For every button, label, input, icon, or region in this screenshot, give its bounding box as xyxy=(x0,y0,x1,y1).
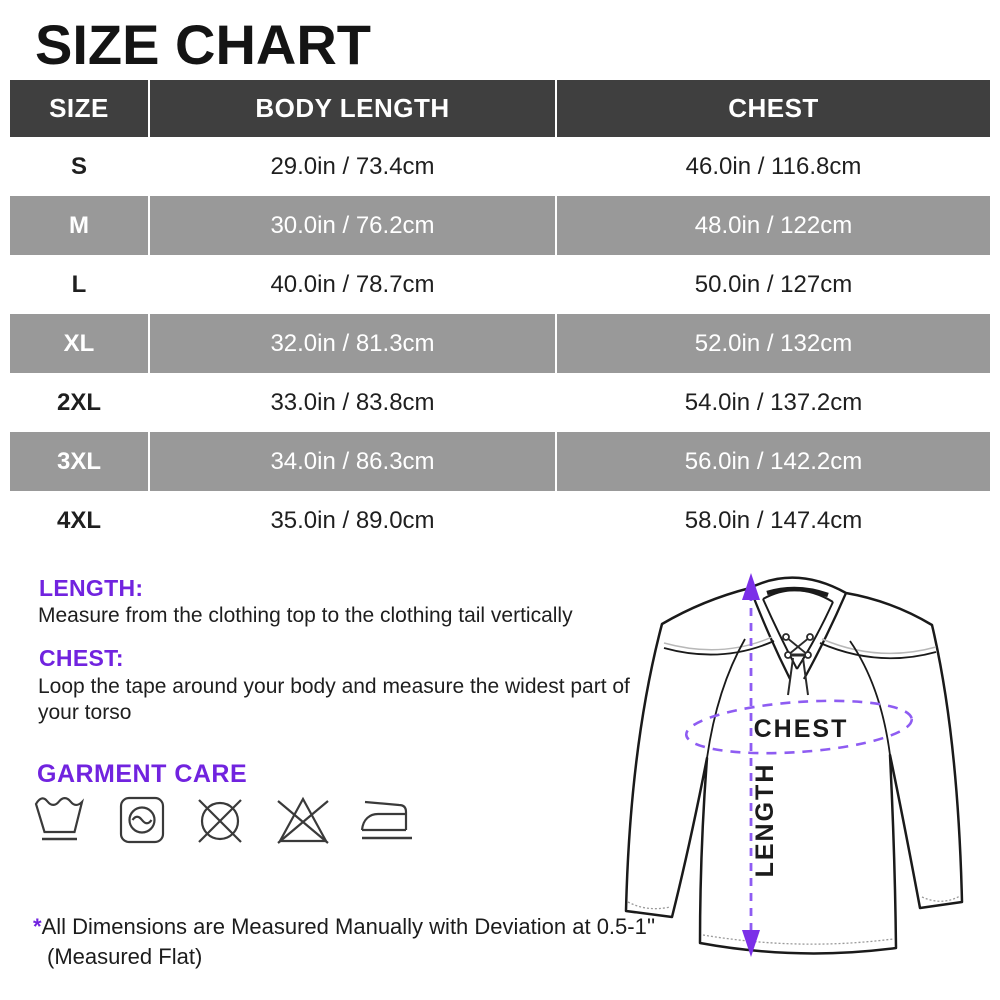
table-header-row xyxy=(10,80,990,137)
size-cell: M xyxy=(69,211,89,239)
chest-cell: 54.0in / 137.2cm xyxy=(555,373,990,432)
table-row xyxy=(10,196,990,255)
asterisk: * xyxy=(33,914,42,939)
size-cell: 2XL xyxy=(56,388,101,416)
length-note-text: Measure from the clothing top to the clothing tail vertically xyxy=(38,604,573,627)
header-cell-chest: CHEST xyxy=(555,80,990,137)
length-label: LENGTH xyxy=(751,762,779,878)
body-length-cell: 33.0in / 83.8cm xyxy=(148,373,555,432)
size-cell: L xyxy=(71,270,87,298)
disclaimer-line1: *All Dimensions are Measured Manually with Deviation at 0.5-1'' xyxy=(33,914,656,939)
header-cell-size: SIZE xyxy=(49,93,109,123)
table-row xyxy=(10,314,990,373)
chest-cell: 48.0in / 122cm xyxy=(555,196,990,255)
table-row xyxy=(10,432,990,491)
disclaimer-line2: (Measured Flat) xyxy=(47,944,203,969)
machine-wash-icon xyxy=(118,794,166,848)
chest-label: CHEST xyxy=(753,715,849,743)
body-length-cell: 32.0in / 81.3cm xyxy=(148,314,555,373)
chest-cell: 50.0in / 127cm xyxy=(555,255,990,314)
chest-note-text: Loop the tape around your body and measure the widest part of your torso xyxy=(38,675,630,724)
size-cell: 4XL xyxy=(56,506,101,534)
body-length-cell: 35.0in / 89.0cm xyxy=(148,491,555,550)
size-cell: S xyxy=(70,152,87,180)
do-not-bleach-icon xyxy=(274,794,332,848)
do-not-dry-clean-icon xyxy=(193,794,247,848)
header-cell-body-length: BODY LENGTH xyxy=(148,80,555,137)
disclaimer xyxy=(33,912,655,972)
chest-cell: 56.0in / 142.2cm xyxy=(555,432,990,491)
chest-note-heading: CHEST: xyxy=(39,645,124,671)
jersey-diagram xyxy=(600,555,1000,975)
body-length-cell: 40.0in / 78.7cm xyxy=(148,255,555,314)
garment-care-icons xyxy=(33,794,415,848)
body-length-cell: 29.0in / 73.4cm xyxy=(148,137,555,196)
iron-icon xyxy=(359,794,415,848)
jersey-outline xyxy=(626,578,962,954)
table-row xyxy=(10,137,990,196)
length-note-heading: LENGTH: xyxy=(39,575,144,601)
table-row xyxy=(10,491,990,550)
body-length-cell: 30.0in / 76.2cm xyxy=(148,196,555,255)
table-row xyxy=(10,255,990,314)
garment-care-heading: GARMENT CARE xyxy=(37,760,248,788)
body-length-cell: 34.0in / 86.3cm xyxy=(148,432,555,491)
chest-cell: 46.0in / 116.8cm xyxy=(555,137,990,196)
table-row xyxy=(10,373,990,432)
chest-cell: 52.0in / 132cm xyxy=(555,314,990,373)
chest-cell: 58.0in / 147.4cm xyxy=(555,491,990,550)
page-title: SIZE CHART xyxy=(35,13,371,76)
hand-wash-icon xyxy=(33,794,91,848)
size-cell: 3XL xyxy=(56,447,101,475)
size-cell: XL xyxy=(63,329,95,357)
size-chart-table xyxy=(10,80,990,550)
